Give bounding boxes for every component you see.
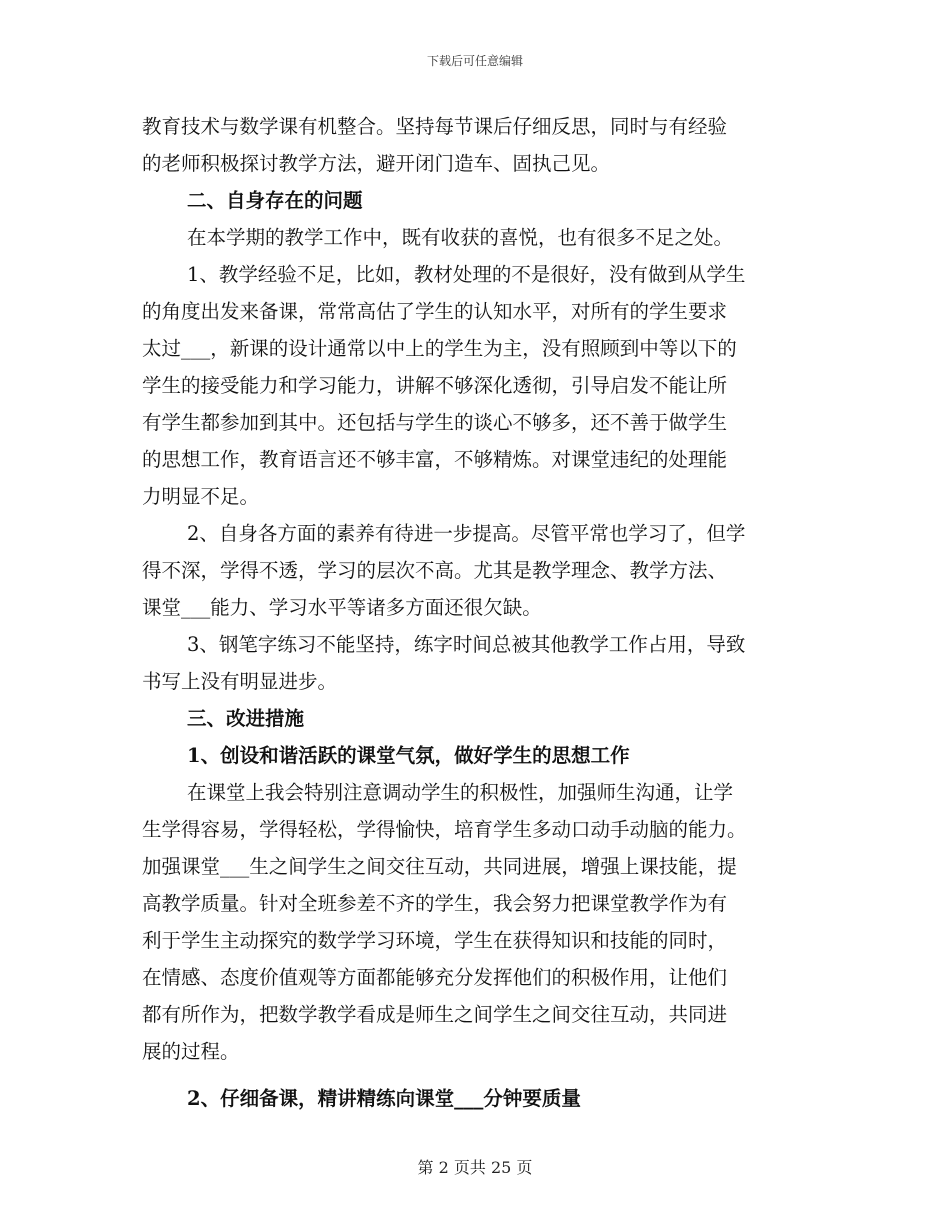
paragraph-line: 得不深，学得不透，学习的层次不高。尤其是教学理念、教学方法、 (142, 559, 728, 582)
paragraph-line: 利于学生主动探究的数学学习环境，学生在获得知识和技能的同时， (142, 929, 728, 952)
section-heading-2: 二、自身存在的问题 (187, 189, 363, 212)
paragraph-line: 都有所作为，把数学教学看成是师生之间学生之间交往互动，共同进 (142, 1003, 728, 1026)
paragraph-line: 1、教学经验不足，比如，教材处理的不是很好，没有做到从学生 (187, 263, 746, 286)
paragraph-line: 的思想工作，教育语言还不够丰富，不够精炼。对课堂违纪的处理能 (142, 448, 728, 471)
paragraph-line: 太过___，新课的设计通常以中上的学生为主，没有照顾到中等以下的 (142, 337, 737, 360)
paragraph-line: 有学生都参加到其中。还包括与学生的谈心不够多，还不善于做学生 (142, 411, 728, 434)
paragraph-line: 在情感、态度价值观等方面都能够充分发挥他们的积极作用，让他们 (142, 966, 728, 989)
paragraph-line: 课堂___能力、学习水平等诸多方面还很欠缺。 (142, 596, 542, 619)
paragraph-line: 学生的接受能力和学习能力，讲解不够深化透彻，引导启发不能让所 (142, 374, 728, 397)
section-heading-3: 三、改进措施 (187, 707, 305, 730)
paragraph-line: 书写上没有明显进步。 (142, 670, 338, 693)
paragraph-line: 生学得容易，学得轻松，学得愉快，培育学生多动口动手动脑的能力。 (142, 818, 747, 841)
paragraph-line: 3、钢笔字练习不能坚持，练字时间总被其他教学工作占用，导致 (187, 633, 746, 656)
paragraph-line: 的角度出发来备课，常常高估了学生的认知水平，对所有的学生要求 (142, 300, 728, 323)
page-footer: 第 2 页共 25 页 (417, 1158, 533, 1177)
paragraph-line: 加强课堂___生之间学生之间交往互动，共同进展，增强上课技能，提 (142, 855, 737, 878)
paragraph-line: 的老师积极探讨教学方法，避开闭门造车、固执己见。 (142, 152, 611, 175)
paragraph-line: 展的过程。 (142, 1040, 240, 1063)
document-body (142, 108, 808, 1117)
subsection-heading-1: 1、创设和谐活跃的课堂气氛，做好学生的思想工作 (187, 744, 630, 767)
subsection-heading-2: 2、仔细备课，精讲精练向课堂___分钟要质量 (187, 1087, 581, 1110)
paragraph-line: 高教学质量。针对全班参差不齐的学生，我会努力把课堂教学作为有 (142, 892, 728, 915)
paragraph-line: 在课堂上我会特别注意调动学生的积极性，加强师生沟通，让学 (187, 781, 734, 804)
paragraph-line: 在本学期的教学工作中，既有收获的喜悦，也有很多不足之处。 (187, 226, 734, 249)
paragraph-line: 力明显不足。 (142, 485, 260, 508)
paragraph-line: 教育技术与数学课有机整合。坚持每节课后仔细反思，同时与有经验 (142, 115, 728, 138)
page-header: 下载后可任意编辑 (426, 54, 523, 68)
paragraph-line: 2、自身各方面的素养有待进一步提高。尽管平常也学习了，但学 (187, 522, 746, 545)
